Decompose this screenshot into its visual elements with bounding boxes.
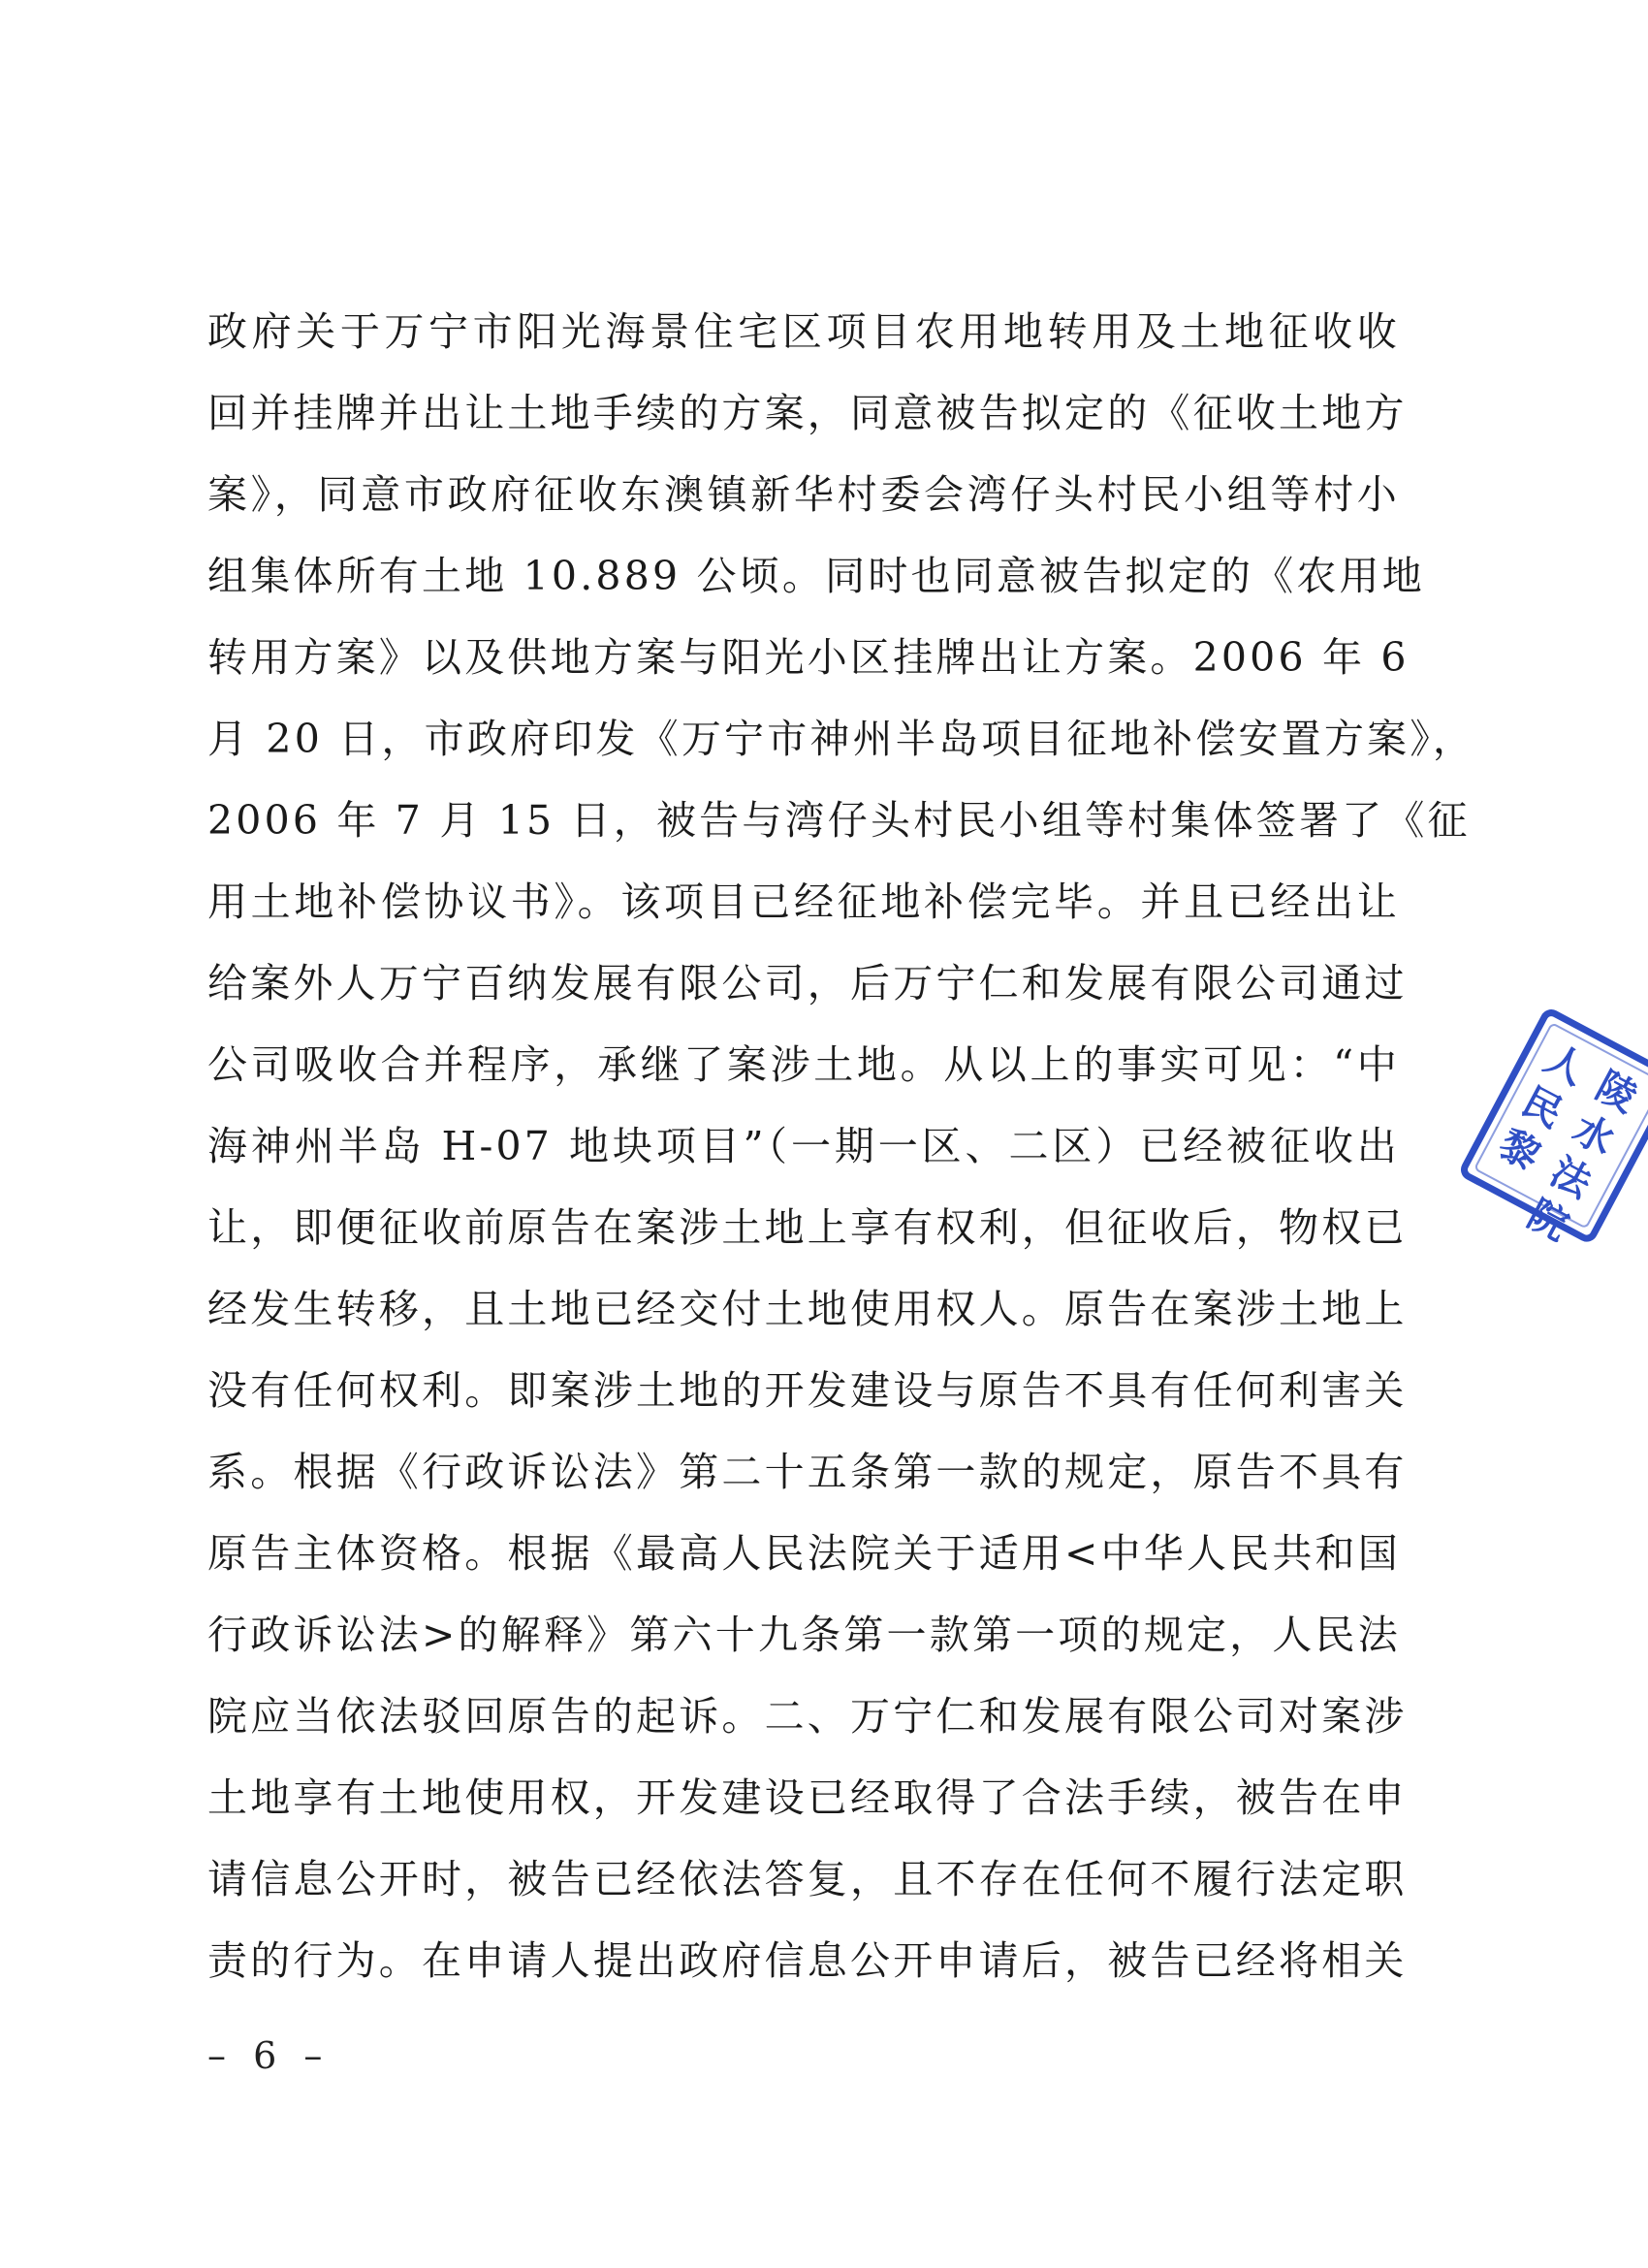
text-line: 经发生转移，且土地已经交付土地使用权人。原告在案涉土地上 (207, 1286, 1408, 1332)
text-line: 原告主体资格。根据《最高人民法院关于适用<中华人民共和国 (207, 1530, 1401, 1577)
text-line: 案》，同意市政府征收东澳镇新华村委会湾仔头村民小组等村小 (207, 471, 1400, 518)
seal-character: 人 (1537, 1035, 1594, 1095)
text-line: 责的行为。在申请人提出政府信息公开申请后，被告已经将相关 (207, 1937, 1408, 1984)
document-body (207, 291, 1476, 2001)
seal-character: 陵 (1588, 1063, 1645, 1122)
text-line: 用土地补偿协议书》。该项目已经征地补偿完毕。并且已经出让 (207, 878, 1400, 925)
text-line: 2006 年 7 月 15 日，被告与湾仔头村民小组等村集体签署了《征 (207, 797, 1471, 844)
text-line: 海神州半岛 H-07 地块项目”（一期一区、二区）已经被征收出 (207, 1123, 1400, 1169)
seal-character: 黎 (1491, 1121, 1548, 1180)
text-line: 行政诉讼法>的解释》第六十九条第一款第一项的规定，人民法 (207, 1612, 1401, 1658)
text-line: 月 20 日，市政府印发《万宁市神州半岛项目征地补偿安置方案》， (207, 716, 1476, 762)
seal-character: 法 (1542, 1148, 1600, 1207)
text-line: 没有任何权利。即案涉土地的开发建设与原告不具有任何利害关 (207, 1367, 1408, 1414)
text-line: 回并挂牌并出让土地手续的方案，同意被告拟定的《征收土地方 (207, 390, 1408, 436)
text-line: 转用方案》以及供地方案与阳光小区挂牌出让方案。2006 年 6 (207, 634, 1410, 681)
text-line: 请信息公开时，被告已经依法答复，且不存在任何不履行法定职 (207, 1856, 1408, 1902)
text-line: 让，即便征收前原告在案涉土地上享有权利，但征收后，物权已 (207, 1204, 1408, 1251)
text-line: 系。根据《行政诉讼法》第二十五条第一款的规定，原告不具有 (207, 1449, 1408, 1495)
page-number: – 6 – (207, 2034, 331, 2077)
text-line: 政府关于万宁市阳光海景住宅区项目农用地转用及土地征收收 (207, 308, 1400, 355)
text-line: 院应当依法驳回原告的起诉。二、万宁仁和发展有限公司对案涉 (207, 1693, 1408, 1740)
seal-character: 院 (1520, 1191, 1576, 1250)
text-line: 土地享有土地使用权，开发建设已经取得了合法手续，被告在申 (207, 1774, 1408, 1821)
seal-character: 民 (1514, 1078, 1570, 1137)
seal-stamp-icon (1454, 1008, 1648, 1290)
seal-character: 水 (1566, 1105, 1622, 1165)
text-line: 给案外人万宁百纳发展有限公司，后万宁仁和发展有限公司通过 (207, 960, 1408, 1006)
text-line: 公司吸收合并程序，承继了案涉土地。从以上的事实可见：“中 (207, 1041, 1400, 1088)
text-line: 组集体所有土地 10.889 公顷。同时也同意被告拟定的《农用地 (207, 553, 1425, 599)
court-seal (1454, 1008, 1648, 1290)
